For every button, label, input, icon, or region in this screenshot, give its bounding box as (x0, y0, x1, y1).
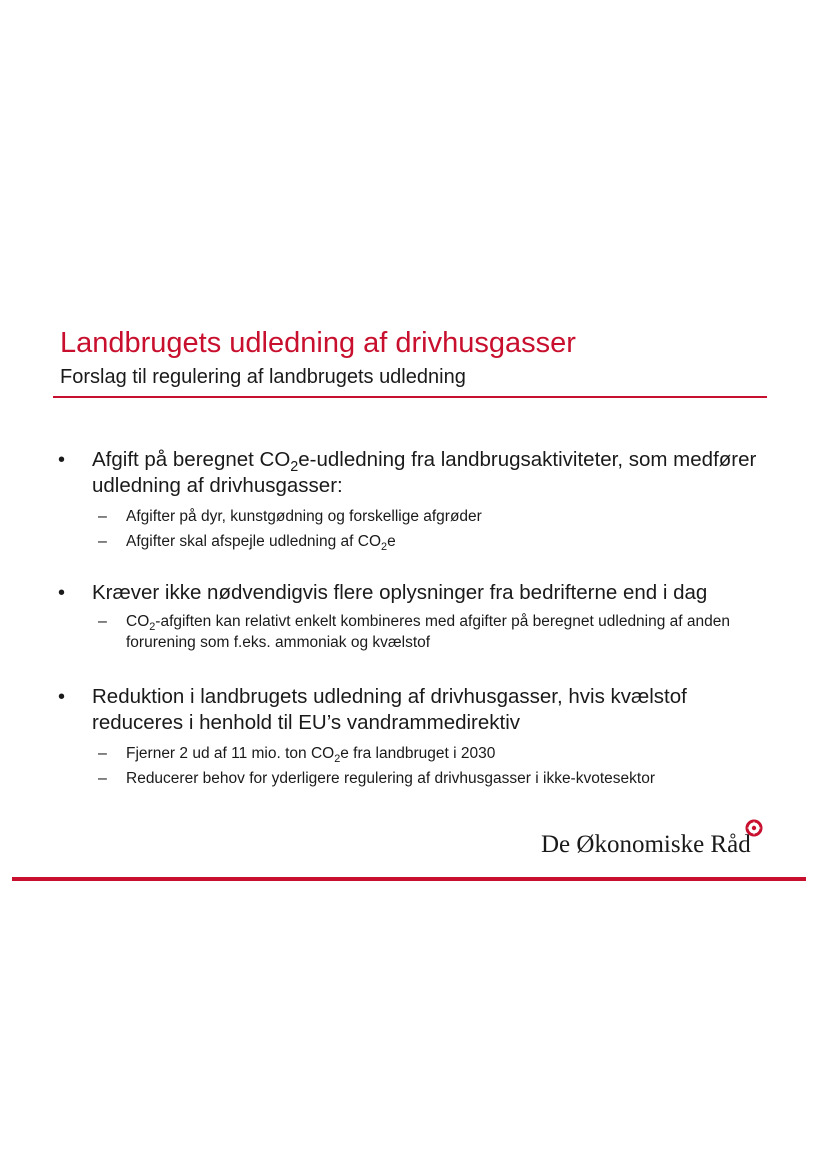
footer-divider (12, 877, 806, 881)
bullet-item (58, 447, 778, 552)
dash-icon: – (98, 770, 107, 787)
bullet-dot-icon: • (58, 686, 66, 708)
sub-bullet-text: Fjerner 2 ud af 11 mio. ton $CO_2e$ fra landbruget i 2030 (126, 745, 496, 765)
sub-bullet (98, 768, 778, 789)
sub-bullet-text: Reducerer behov for yderligere regulering af drivhusgasser i ikke-kvotesektor (126, 770, 655, 787)
title-divider (53, 396, 767, 398)
bullet-text: Kræver ikke nødvendigvis flere oplysninger fra bedrifterne end i dag (92, 581, 708, 604)
bullet-dot-icon: • (58, 582, 66, 604)
sub-bullet-text: Afgifter skal afspejle udledning af $CO_2e$ (126, 533, 396, 553)
dash-icon: – (98, 745, 107, 762)
logo-mark-icon (744, 818, 764, 838)
slide-subtitle: Forslag til regulering af landbrugets udledning (60, 366, 466, 388)
dash-icon: – (98, 508, 107, 525)
bullet-text: Reduktion i landbrugets udledning af drivhusgasser, hvis kvælstof reduceres i henhold til EU’s vandrammedirektiv (92, 685, 687, 734)
bullet-dot-icon: • (58, 449, 66, 471)
sub-bullet-text: $CO_2$-afgiften kan relativt enkelt kombineres med afgifter på beregnet udledning af anden forurening som f.eks. ammoniak og kvælstof (126, 613, 731, 651)
organization-logo-text: De Økonomiske Råd (541, 831, 751, 858)
sub-bullet-text: Afgifter på dyr, kunstgødning og forskellige afgrøder (126, 508, 482, 525)
bullet-text: Afgift på beregnet $CO_2e$-udledning fra landbrugsaktiviteter, som medfører udledning af drivhusgasser: (92, 448, 757, 497)
sub-bullet (98, 743, 778, 765)
dash-icon: – (98, 613, 107, 630)
bullet-item (58, 684, 778, 789)
sub-bullet (98, 531, 778, 553)
dash-icon: – (98, 533, 107, 550)
slide-title: Landbrugets udledning af drivhusgasser (60, 327, 576, 359)
bullet-item (58, 580, 778, 653)
sub-bullet (98, 506, 778, 527)
sub-bullet (98, 611, 778, 653)
